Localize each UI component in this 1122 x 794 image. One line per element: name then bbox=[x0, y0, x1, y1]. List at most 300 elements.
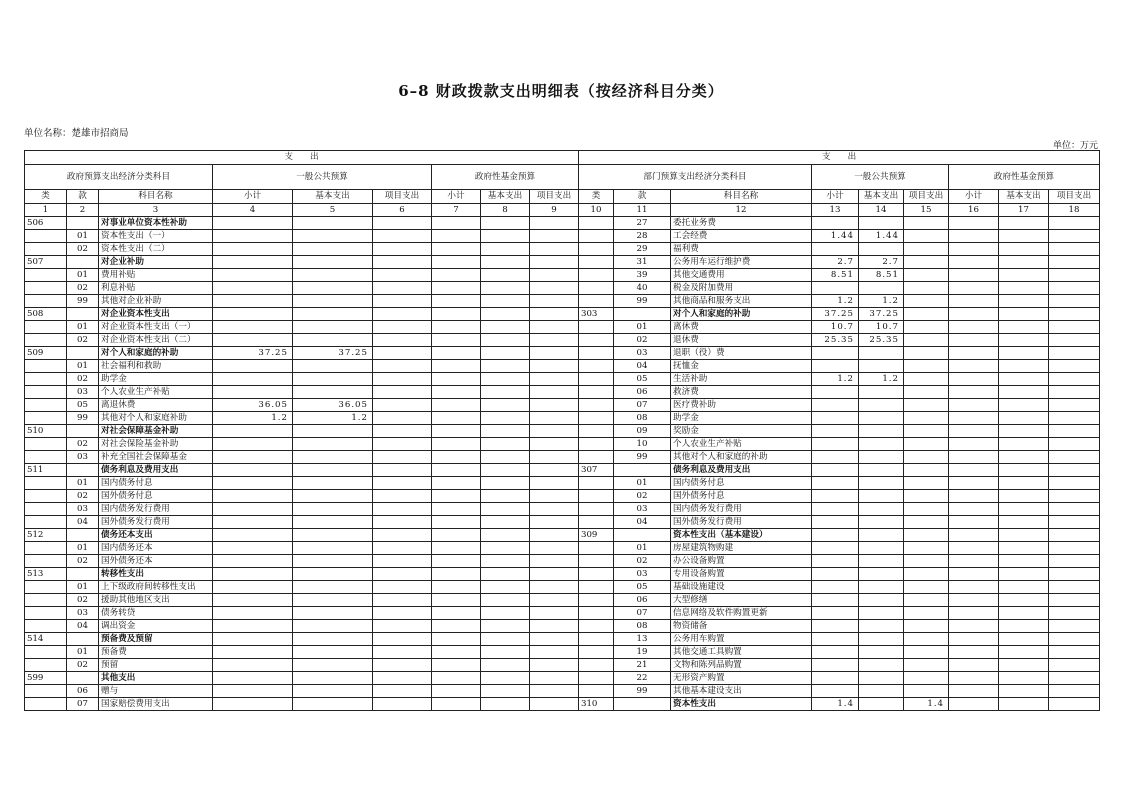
left-column-header-row bbox=[25, 190, 579, 204]
class-code-cell bbox=[25, 477, 67, 490]
fund-basic-cell bbox=[481, 308, 530, 321]
subtotal-cell bbox=[812, 438, 859, 451]
item-code-cell: 10 bbox=[614, 438, 671, 451]
basic-expense-cell bbox=[859, 581, 904, 594]
fund-subtotal-cell bbox=[949, 321, 999, 334]
fund-subtotal-cell bbox=[432, 607, 481, 620]
fund-project-cell bbox=[530, 633, 579, 646]
fund-basic-cell bbox=[481, 243, 530, 256]
basic-expense-cell bbox=[293, 503, 373, 516]
item-code-cell: 13 bbox=[614, 633, 671, 646]
column-header: 小计 bbox=[432, 190, 481, 204]
fund-subtotal-cell bbox=[949, 399, 999, 412]
class-code-cell bbox=[579, 659, 614, 672]
class-code-cell bbox=[25, 334, 67, 347]
item-code-cell: 01 bbox=[614, 477, 671, 490]
basic-expense-cell bbox=[859, 568, 904, 581]
subject-name-cell: 预备费 bbox=[99, 646, 213, 659]
fund-project-cell bbox=[530, 425, 579, 438]
item-code-cell: 04 bbox=[614, 516, 671, 529]
table-row bbox=[25, 425, 579, 438]
project-expense-cell bbox=[904, 360, 949, 373]
project-expense-cell bbox=[373, 555, 432, 568]
basic-expense-cell bbox=[859, 516, 904, 529]
fund-subtotal-cell bbox=[949, 464, 999, 477]
fund-project-cell bbox=[530, 217, 579, 230]
project-expense-cell bbox=[373, 438, 432, 451]
item-code-cell: 06 bbox=[614, 386, 671, 399]
item-code-cell: 02 bbox=[67, 438, 99, 451]
table-row bbox=[579, 542, 1100, 555]
fund-subtotal-cell bbox=[949, 243, 999, 256]
table-row bbox=[25, 217, 579, 230]
table-row bbox=[579, 607, 1100, 620]
fund-project-cell bbox=[530, 607, 579, 620]
subject-name-cell: 办公设备购置 bbox=[671, 555, 812, 568]
subject-name-cell: 国内债务付息 bbox=[99, 477, 213, 490]
item-code-cell: 02 bbox=[67, 555, 99, 568]
subtotal-cell bbox=[213, 269, 293, 282]
basic-expense-cell bbox=[293, 334, 373, 347]
fund-subtotal-cell bbox=[432, 438, 481, 451]
fund-project-cell bbox=[1049, 555, 1100, 568]
fund-basic-cell bbox=[481, 256, 530, 269]
fund-project-cell bbox=[1049, 321, 1100, 334]
table-row bbox=[579, 490, 1100, 503]
fund-project-cell bbox=[530, 243, 579, 256]
class-code-cell: 512 bbox=[25, 529, 67, 542]
class-code-cell bbox=[25, 685, 67, 698]
basic-expense-cell bbox=[293, 256, 373, 269]
class-code-cell bbox=[25, 594, 67, 607]
subject-name-cell: 对事业单位资本性补助 bbox=[99, 217, 213, 230]
subtotal-cell: 10.7 bbox=[812, 321, 859, 334]
table-row bbox=[25, 607, 579, 620]
fund-project-cell bbox=[1049, 529, 1100, 542]
fund-subtotal-cell bbox=[432, 360, 481, 373]
fund-basic-cell bbox=[481, 581, 530, 594]
class-code-cell bbox=[25, 451, 67, 464]
table-row bbox=[25, 594, 579, 607]
item-code-cell: 01 bbox=[67, 542, 99, 555]
class-code-cell bbox=[25, 373, 67, 386]
subject-name-cell: 债务转贷 bbox=[99, 607, 213, 620]
basic-expense-cell bbox=[859, 542, 904, 555]
class-code-cell bbox=[579, 581, 614, 594]
item-code-cell: 04 bbox=[614, 360, 671, 373]
table-row bbox=[25, 555, 579, 568]
item-code-cell: 03 bbox=[67, 386, 99, 399]
table-row bbox=[579, 594, 1100, 607]
table-row bbox=[25, 243, 579, 256]
fund-subtotal-cell bbox=[949, 542, 999, 555]
fund-project-cell bbox=[1049, 698, 1100, 711]
class-code-cell bbox=[579, 321, 614, 334]
fund-basic-cell bbox=[999, 256, 1049, 269]
class-code-cell bbox=[25, 399, 67, 412]
subject-name-cell: 国外债务还本 bbox=[99, 555, 213, 568]
project-expense-cell bbox=[904, 295, 949, 308]
fund-subtotal-cell bbox=[432, 542, 481, 555]
fund-subtotal-cell bbox=[949, 529, 999, 542]
fund-basic-cell bbox=[481, 633, 530, 646]
table-row bbox=[25, 672, 579, 685]
class-code-cell: 303 bbox=[579, 308, 614, 321]
item-code-cell: 99 bbox=[67, 412, 99, 425]
fund-project-cell bbox=[1049, 464, 1100, 477]
class-code-cell bbox=[579, 217, 614, 230]
fund-subtotal-cell bbox=[949, 607, 999, 620]
subtotal-cell bbox=[213, 659, 293, 672]
basic-expense-cell bbox=[293, 685, 373, 698]
fund-basic-cell bbox=[481, 425, 530, 438]
fund-subtotal-cell bbox=[949, 217, 999, 230]
fund-project-cell bbox=[1049, 685, 1100, 698]
fund-basic-cell bbox=[481, 620, 530, 633]
table-row bbox=[579, 672, 1100, 685]
project-expense-cell bbox=[904, 633, 949, 646]
class-code-cell bbox=[579, 620, 614, 633]
fund-project-cell bbox=[530, 685, 579, 698]
table-row bbox=[25, 516, 579, 529]
item-code-cell: 04 bbox=[67, 620, 99, 633]
basic-expense-cell bbox=[293, 295, 373, 308]
fund-project-cell bbox=[1049, 217, 1100, 230]
fund-project-cell bbox=[530, 568, 579, 581]
class-code-cell: 514 bbox=[25, 633, 67, 646]
fund-basic-cell bbox=[999, 646, 1049, 659]
fund-project-cell bbox=[530, 594, 579, 607]
fund-basic-cell bbox=[481, 594, 530, 607]
subject-name-cell: 其他对个人和家庭的补助 bbox=[671, 451, 812, 464]
project-expense-cell bbox=[373, 477, 432, 490]
fund-project-cell bbox=[530, 295, 579, 308]
subtotal-cell bbox=[213, 490, 293, 503]
subtotal-cell bbox=[812, 386, 859, 399]
table-row bbox=[25, 399, 579, 412]
fund-project-cell bbox=[1049, 542, 1100, 555]
subject-name-cell: 国外债务发行费用 bbox=[671, 516, 812, 529]
fund-project-cell bbox=[1049, 659, 1100, 672]
table-row bbox=[579, 217, 1100, 230]
subject-name-cell: 上下级政府间转移性支出 bbox=[99, 581, 213, 594]
class-code-cell bbox=[579, 633, 614, 646]
project-expense-cell bbox=[373, 321, 432, 334]
item-code-cell: 31 bbox=[614, 256, 671, 269]
basic-expense-cell: 2.7 bbox=[859, 256, 904, 269]
fund-project-cell bbox=[1049, 360, 1100, 373]
class-code-cell bbox=[579, 607, 614, 620]
subject-name-cell: 抚恤金 bbox=[671, 360, 812, 373]
table-row bbox=[579, 529, 1100, 542]
fund-project-cell bbox=[1049, 295, 1100, 308]
basic-expense-cell bbox=[293, 373, 373, 386]
project-expense-cell bbox=[904, 243, 949, 256]
table-row bbox=[579, 386, 1100, 399]
subject-name-cell: 物资储备 bbox=[671, 620, 812, 633]
project-expense-cell bbox=[904, 490, 949, 503]
column-header: 基本支出 bbox=[481, 190, 530, 204]
subtotal-cell: 36.05 bbox=[213, 399, 293, 412]
fund-basic-cell bbox=[481, 698, 530, 711]
subtotal-cell bbox=[213, 542, 293, 555]
subtotal-cell: 37.25 bbox=[812, 308, 859, 321]
item-code-cell bbox=[67, 256, 99, 269]
subtotal-cell bbox=[812, 412, 859, 425]
subtotal-cell: 1.2 bbox=[213, 412, 293, 425]
item-code-cell: 03 bbox=[614, 347, 671, 360]
fund-basic-cell bbox=[999, 399, 1049, 412]
class-code-cell bbox=[579, 373, 614, 386]
table-row bbox=[579, 412, 1100, 425]
fund-project-cell bbox=[530, 269, 579, 282]
class-code-cell bbox=[579, 230, 614, 243]
class-code-cell bbox=[579, 386, 614, 399]
fund-project-cell bbox=[1049, 607, 1100, 620]
class-code-cell bbox=[579, 672, 614, 685]
fund-basic-cell bbox=[999, 477, 1049, 490]
project-expense-cell bbox=[904, 464, 949, 477]
subtotal-cell bbox=[812, 646, 859, 659]
column-number: 17 bbox=[999, 204, 1049, 217]
column-number: 3 bbox=[99, 204, 213, 217]
fund-subtotal-cell bbox=[949, 256, 999, 269]
subtotal-cell bbox=[812, 282, 859, 295]
fund-basic-cell bbox=[999, 321, 1049, 334]
subtotal-cell bbox=[213, 230, 293, 243]
item-code-cell: 21 bbox=[614, 659, 671, 672]
project-expense-cell bbox=[373, 464, 432, 477]
table-row bbox=[25, 360, 579, 373]
table-row bbox=[25, 464, 579, 477]
subject-name-cell: 对企业资本性支出 bbox=[99, 308, 213, 321]
fund-project-cell bbox=[530, 334, 579, 347]
fund-basic-cell bbox=[481, 321, 530, 334]
item-code-cell: 02 bbox=[614, 555, 671, 568]
fund-subtotal-cell bbox=[432, 477, 481, 490]
fund-basic-cell bbox=[481, 412, 530, 425]
table-row bbox=[25, 451, 579, 464]
class-code-cell bbox=[25, 659, 67, 672]
subject-name-cell: 资本性支出（二） bbox=[99, 243, 213, 256]
fund-basic-cell bbox=[481, 555, 530, 568]
project-expense-cell bbox=[904, 451, 949, 464]
subtotal-cell bbox=[213, 698, 293, 711]
column-number: 14 bbox=[859, 204, 904, 217]
subject-name-cell: 其他支出 bbox=[99, 672, 213, 685]
table-row bbox=[579, 620, 1100, 633]
project-expense-cell bbox=[373, 672, 432, 685]
subtotal-cell: 1.2 bbox=[812, 373, 859, 386]
table-row bbox=[25, 269, 579, 282]
item-code-cell: 01 bbox=[614, 542, 671, 555]
project-expense-cell bbox=[904, 516, 949, 529]
class-code-cell bbox=[579, 542, 614, 555]
project-expense-cell bbox=[373, 334, 432, 347]
project-expense-cell bbox=[373, 659, 432, 672]
page-title: 6–8 财政拨款支出明细表（按经济科目分类） bbox=[398, 82, 724, 100]
fund-project-cell bbox=[530, 698, 579, 711]
fund-subtotal-cell bbox=[949, 412, 999, 425]
item-code-cell: 04 bbox=[67, 516, 99, 529]
basic-expense-cell: 8.51 bbox=[859, 269, 904, 282]
item-code-cell: 22 bbox=[614, 672, 671, 685]
table-row bbox=[25, 529, 579, 542]
basic-expense-cell bbox=[859, 477, 904, 490]
subtotal-cell bbox=[213, 360, 293, 373]
fund-basic-cell bbox=[481, 529, 530, 542]
item-code-cell bbox=[614, 529, 671, 542]
item-code-cell: 27 bbox=[614, 217, 671, 230]
fund-basic-cell bbox=[481, 438, 530, 451]
table-row bbox=[579, 347, 1100, 360]
class-code-cell bbox=[579, 256, 614, 269]
fund-basic-cell bbox=[481, 399, 530, 412]
subject-name-cell: 公务用车购置 bbox=[671, 633, 812, 646]
table-row bbox=[25, 581, 579, 594]
subtotal-cell: 25.35 bbox=[812, 334, 859, 347]
fund-basic-cell bbox=[999, 464, 1049, 477]
class-code-cell bbox=[579, 646, 614, 659]
fund-basic-cell bbox=[999, 217, 1049, 230]
fund-project-cell bbox=[1049, 243, 1100, 256]
fund-subtotal-cell bbox=[949, 477, 999, 490]
project-expense-cell bbox=[373, 347, 432, 360]
basic-expense-cell bbox=[859, 633, 904, 646]
project-expense-cell bbox=[904, 620, 949, 633]
class-code-cell bbox=[25, 581, 67, 594]
item-code-cell: 99 bbox=[614, 451, 671, 464]
fund-subtotal-cell bbox=[949, 386, 999, 399]
class-code-cell bbox=[579, 685, 614, 698]
fund-project-cell bbox=[1049, 230, 1100, 243]
fund-project-cell bbox=[530, 308, 579, 321]
subtotal-cell bbox=[213, 529, 293, 542]
right-column-header-row bbox=[579, 190, 1100, 204]
subtotal-cell bbox=[213, 646, 293, 659]
subject-name-cell: 信息网络及软件购置更新 bbox=[671, 607, 812, 620]
project-expense-cell bbox=[373, 620, 432, 633]
class-code-cell bbox=[25, 555, 67, 568]
item-code-cell: 03 bbox=[614, 503, 671, 516]
fund-project-cell bbox=[1049, 477, 1100, 490]
fund-subtotal-cell bbox=[949, 594, 999, 607]
fund-project-cell bbox=[1049, 568, 1100, 581]
column-number: 4 bbox=[213, 204, 293, 217]
subtotal-cell bbox=[812, 568, 859, 581]
class-code-cell bbox=[25, 607, 67, 620]
subject-name-cell: 对企业资本性支出（一） bbox=[99, 321, 213, 334]
project-expense-cell bbox=[373, 698, 432, 711]
subtotal-cell bbox=[213, 425, 293, 438]
class-code-cell: 513 bbox=[25, 568, 67, 581]
class-code-cell bbox=[25, 321, 67, 334]
table-row bbox=[579, 308, 1100, 321]
subject-name-cell: 个人农业生产补贴 bbox=[671, 438, 812, 451]
fund-project-cell bbox=[530, 347, 579, 360]
fund-project-cell bbox=[1049, 347, 1100, 360]
fund-subtotal-cell bbox=[949, 282, 999, 295]
fund-subtotal-cell bbox=[432, 555, 481, 568]
project-expense-cell bbox=[373, 646, 432, 659]
basic-expense-cell: 1.44 bbox=[859, 230, 904, 243]
subject-name-cell: 对个人和家庭的补助 bbox=[671, 308, 812, 321]
fund-project-cell bbox=[530, 321, 579, 334]
subtotal-cell bbox=[213, 438, 293, 451]
subject-name-cell: 文物和陈列品购置 bbox=[671, 659, 812, 672]
subject-name-cell: 福利费 bbox=[671, 243, 812, 256]
project-expense-cell bbox=[904, 230, 949, 243]
class-code-cell bbox=[579, 490, 614, 503]
basic-expense-cell bbox=[293, 633, 373, 646]
fund-project-cell bbox=[1049, 620, 1100, 633]
item-code-cell: 05 bbox=[67, 399, 99, 412]
subtotal-cell bbox=[213, 321, 293, 334]
basic-expense-cell bbox=[859, 451, 904, 464]
subtotal-cell bbox=[213, 516, 293, 529]
column-header: 项目支出 bbox=[904, 190, 949, 204]
basic-expense-cell bbox=[859, 464, 904, 477]
subtotal-cell bbox=[812, 425, 859, 438]
fund-basic-cell bbox=[999, 581, 1049, 594]
class-code-cell: 309 bbox=[579, 529, 614, 542]
fund-subtotal-cell bbox=[432, 425, 481, 438]
subject-name-cell: 其他交通工具购置 bbox=[671, 646, 812, 659]
basic-expense-cell bbox=[293, 490, 373, 503]
fund-subtotal-cell bbox=[949, 451, 999, 464]
subject-name-cell: 赠与 bbox=[99, 685, 213, 698]
right-header-main: 支 出 bbox=[579, 151, 1100, 165]
fund-project-cell bbox=[1049, 412, 1100, 425]
subject-name-cell: 救济费 bbox=[671, 386, 812, 399]
project-expense-cell bbox=[904, 594, 949, 607]
table-row bbox=[25, 412, 579, 425]
fund-subtotal-cell bbox=[949, 308, 999, 321]
table-row bbox=[579, 295, 1100, 308]
basic-expense-cell bbox=[859, 282, 904, 295]
fund-project-cell bbox=[530, 646, 579, 659]
table-row bbox=[25, 477, 579, 490]
fund-basic-cell bbox=[481, 295, 530, 308]
basic-expense-cell bbox=[859, 399, 904, 412]
item-code-cell: 03 bbox=[614, 568, 671, 581]
fund-basic-cell bbox=[999, 230, 1049, 243]
fund-project-cell bbox=[530, 503, 579, 516]
item-code-cell bbox=[67, 529, 99, 542]
fund-project-cell bbox=[530, 672, 579, 685]
fund-subtotal-cell bbox=[432, 646, 481, 659]
subtotal-cell bbox=[812, 620, 859, 633]
fund-basic-cell bbox=[481, 373, 530, 386]
subtotal-cell bbox=[812, 399, 859, 412]
subject-name-cell: 费用补贴 bbox=[99, 269, 213, 282]
project-expense-cell bbox=[373, 230, 432, 243]
column-number: 8 bbox=[481, 204, 530, 217]
class-code-cell bbox=[579, 451, 614, 464]
project-expense-cell bbox=[373, 451, 432, 464]
basic-expense-cell bbox=[293, 464, 373, 477]
fund-subtotal-cell bbox=[432, 490, 481, 503]
fund-basic-cell bbox=[481, 464, 530, 477]
table-row bbox=[25, 347, 579, 360]
fund-basic-cell bbox=[999, 438, 1049, 451]
class-code-cell bbox=[579, 399, 614, 412]
subtotal-cell bbox=[812, 217, 859, 230]
basic-expense-cell bbox=[293, 451, 373, 464]
item-code-cell: 99 bbox=[67, 295, 99, 308]
fund-basic-cell bbox=[999, 503, 1049, 516]
fund-basic-cell bbox=[481, 360, 530, 373]
